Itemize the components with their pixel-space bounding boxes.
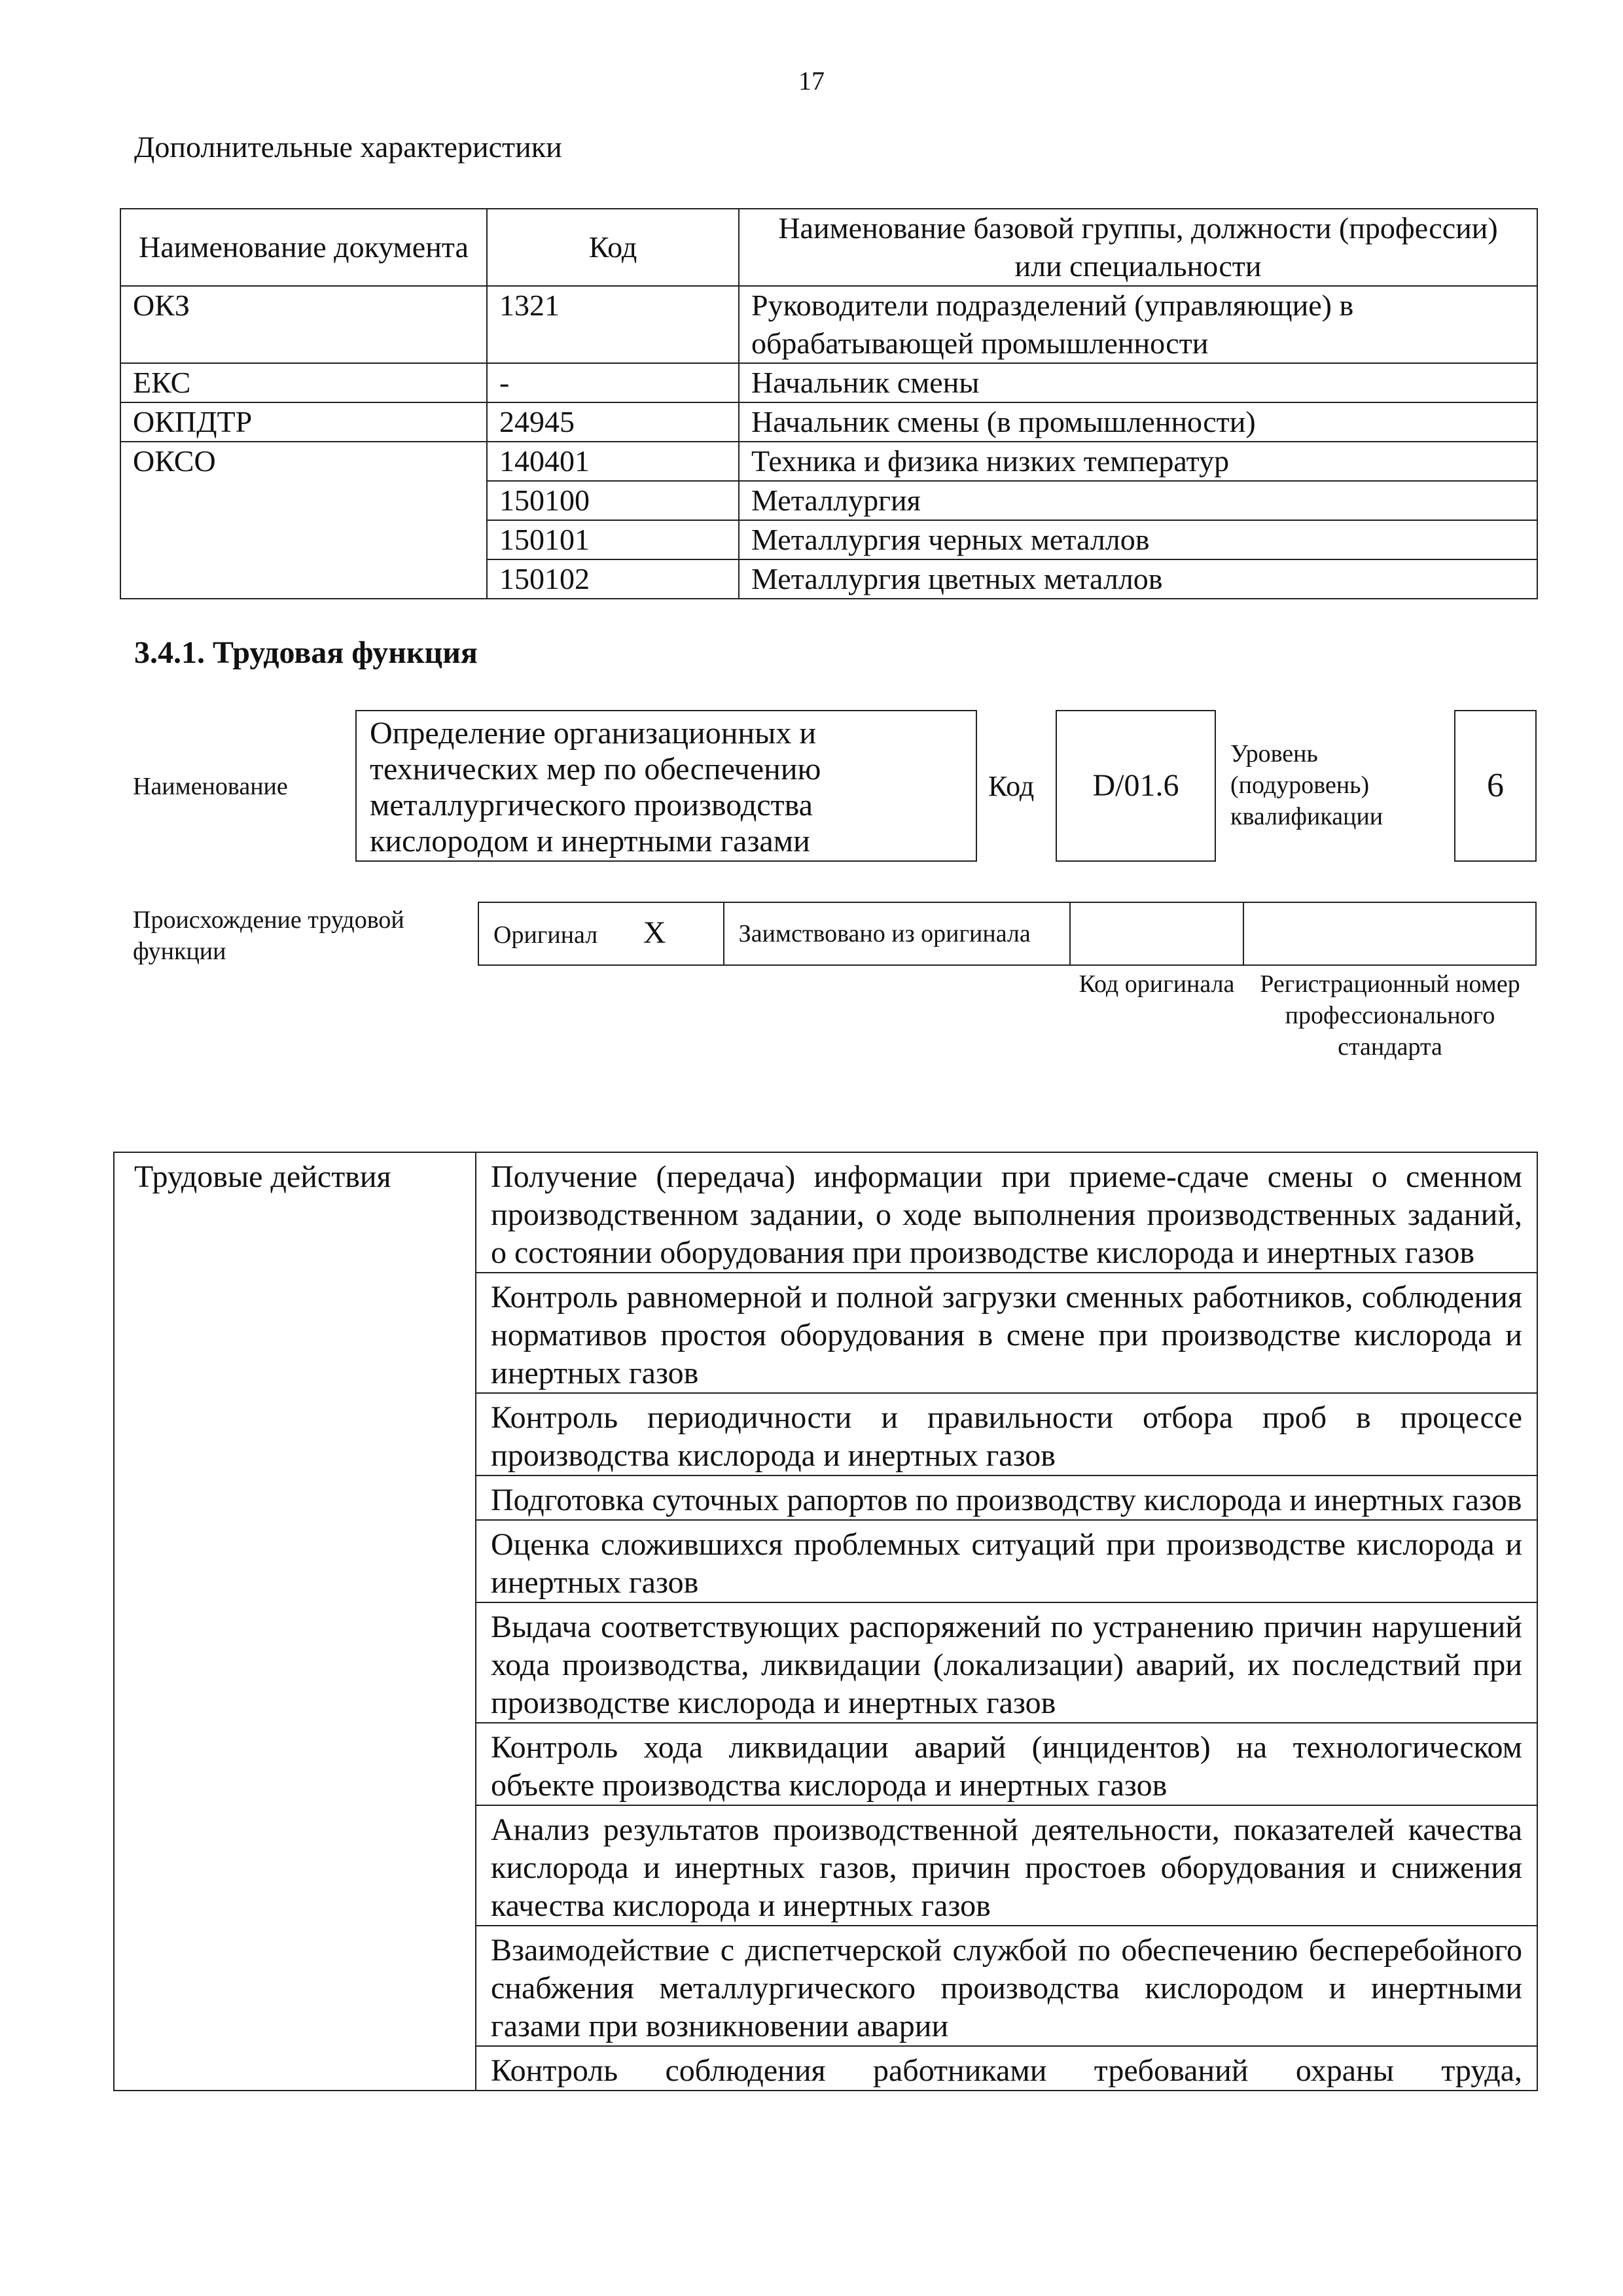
borrowed-label: Заимствовано из оригинала [724,902,1071,965]
doc-cell: ОКПДТР [120,402,487,442]
action-item: Анализ результатов производственной деятельности, показателей качества кислорода и инертных газов, причин простоев оборудования и снижения качества кислорода и инертных газов [476,1805,1537,1926]
action-item: Контроль хода ликвидации аварий (инцидентов) на технологическом объекте производства кислорода и инертных газов [476,1723,1537,1805]
action-item: Выдача соответствующих распоряжений по устранению причин нарушений хода производства, ликвидации (локализации) аварий, их последствий при производстве кислорода и инертных газов [476,1602,1537,1723]
function-title: 3.4.1. Трудовая функция [134,635,478,670]
reg-number-cell [1243,902,1536,965]
doc-cell: ОКЗ [120,286,487,363]
level-label: Уровень (подуровень) квалификации [1230,740,1383,830]
table-row [120,363,1537,402]
action-item: Оценка сложившихся проблемных ситуаций при производстве кислорода и инертных газов [476,1520,1537,1602]
code-label: Код [988,770,1035,802]
function-name-box: Определение организационных и технических мер по обеспечению металлургического производства кислородом и инертными газами [355,710,977,862]
original-cell [478,902,724,965]
name-label: Наименование [133,773,288,800]
table-row [120,286,1537,363]
page-number: 17 [798,66,825,96]
doc-cell: ЕКС [120,363,487,402]
origin-table [478,902,1537,966]
action-item: Контроль соблюдения работниками требований охраны труда, [476,2046,1537,2091]
action-item: Контроль равномерной и полной загрузки сменных работников, соблюдения нормативов простоя оборудования в смене при производстве кислорода и инертных газов [476,1273,1537,1393]
code-cell: - [487,363,739,402]
name-cell: Металлургия черных металлов [739,520,1537,559]
action-item: Контроль периодичности и правильности отбора проб в процессе производства кислорода и инертных газов [476,1393,1537,1475]
name-cell: Начальник смены (в промышленности) [739,402,1537,442]
code-cell: 150101 [487,520,739,559]
action-item: Получение (передача) информации при приеме-сдаче смены о сменном производственном задании, о ходе выполнения производственных заданий, о состоянии оборудования при производстве кислорода и инертных газов [476,1152,1537,1273]
origin-label: Происхождение трудовой функции [133,906,404,965]
action-item: Подготовка суточных рапортов по производству кислорода и инертных газов [476,1475,1537,1520]
table-row [114,1152,1537,1273]
section-title-additional: Дополнительные характеристики [134,130,562,164]
code-original-caption: Код оригинала [1079,970,1235,998]
original-label: Оригинал [493,921,598,949]
name-cell: Металлургия цветных металлов [739,559,1537,599]
name-cell: Руководители подразделений (управляющие) в обрабатывающей промышленности [739,286,1537,363]
code-original-cell [1070,902,1243,965]
table-row [120,442,1537,481]
additional-characteristics-table [120,208,1538,599]
code-cell: 140401 [487,442,739,481]
table-header-row [120,209,1537,286]
doc-cell: ОКСО [120,442,487,599]
original-mark: X [643,915,666,950]
code-cell: 150102 [487,559,739,599]
code-cell: 24945 [487,402,739,442]
function-code-box: D/01.6 [1056,710,1216,862]
reg-number-caption: Регистрационный номер профессионального стандарта [1260,970,1520,1061]
name-cell: Металлургия [739,481,1537,520]
name-cell: Техника и физика низких температур [739,442,1537,481]
actions-label: Трудовые действия [114,1152,476,2091]
level-box: 6 [1454,710,1537,862]
header-code: Код [487,209,739,286]
header-document: Наименование документа [120,209,487,286]
table-row [120,402,1537,442]
code-cell: 150100 [487,481,739,520]
labor-actions-table [113,1152,1538,2091]
action-item: Взаимодействие с диспетчерской службой по обеспечению бесперебойного снабжения металлургического производства кислородом и инертными газами при возникновении аварии [476,1926,1537,2046]
header-name: Наименование базовой группы, должности (профессии) или специальности [739,209,1537,286]
name-cell: Начальник смены [739,363,1537,402]
code-cell: 1321 [487,286,739,363]
